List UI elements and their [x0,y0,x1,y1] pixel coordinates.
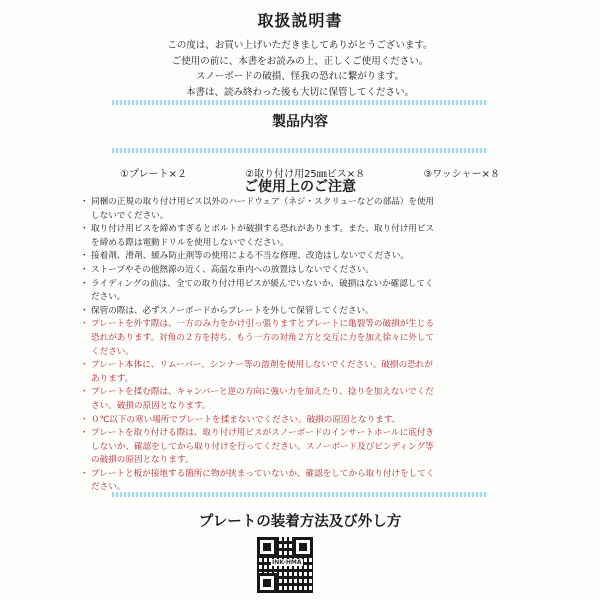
caution-item: ・ 保管の際は、必ずスノーボードからプレートを外して保管してください。 [82,305,502,319]
document-title: 取扱説明書 [257,11,343,30]
divider-stripe [112,492,488,497]
caution-item: ・ プレートを取り付ける際は、取り付け用ビスがスノーボードのインサートホールに底付き しないか、確認をしてから取り付けを行ってください。スノーボード及びビンディング等 の破損の原因となります。 [82,427,502,468]
caution-item: ・ プレート本体に、リムーバー、シンナー等の溶剤を使用しないでください。破損の恐れが あります。 [82,359,502,386]
contents-title: 製品内容 [272,114,328,130]
caution-list [82,196,502,495]
caution-item: ・ 取り付け用ビスを締めすぎるとボルトが破損する恐れがあります。また、取り付け用ビス を締める際は電動ドリルを使用しないでください。 [82,223,502,250]
caution-item: ・ プレートを外す際は、一方のみ力をかけ引っ張りますとプレートに亀裂等の破損が生じる 恐れがあります。対角の２方を持ち、もう一方の対角２方と交互に力を加え徐々に外して ください。 [82,318,502,359]
caution-item: ・ プレートと板が接地する箇所に物が挟まっていないか、確認をしてから取り付けをしてく ださい。 [82,468,502,495]
contents-item-screw: ②取り付け用25㎜ビス×８ [245,169,366,180]
caution-item: ・ ライディングの前は、全ての取り付け用ビスが緩んでいないか、破損はないか確認してく ださい。 [82,278,502,305]
caution-item: ・ ０℃以下の寒い場所でプレートを揉まないでください。破損の原因となります。 [82,414,502,428]
caution-item: ・ プレートを揉む際は、キャンバーと逆の方向に強い力を加えたり、捻りを加えないでくだ さい。破損の原因となります。 [82,386,502,413]
intro-text: この度は、お買い上げいただきましてありがとうございます。 ご使用の前に、本書をお読みの上、正しくご使用ください。 スノーボードの破損、怪我の恐れに繋がります。 本書は、読み終わった後も大切に保管してください。 [167,40,433,98]
contents-item-washer: ③ワッシャー×８ [423,169,500,180]
qr-corner [257,573,277,593]
caution-item: ・ 接着剤、滑剤、緩み防止剤等の使用による不当な修理、改造はしないでください。 [82,250,502,264]
qr-corner [257,537,277,557]
caution-item: ・ 同梱の正規の取り付け用ビス以外のハードウェア（ネジ・スクリューなどの部品）を使用 しないでください。 [82,196,502,223]
caution-item: ・ ストーブやその他熱源の近く、高温な車内への放置はしないでください。 [82,264,502,278]
qr-corner [293,537,313,557]
divider-stripe [112,148,488,153]
qr-code[interactable] [257,537,313,593]
divider-stripe [112,100,488,105]
caution-title: ご使用上のご注意 [244,179,356,195]
install-title: プレートの装着方法及び外し方 [198,514,402,530]
contents-item-plate: ①プレート×２ [120,169,187,180]
qr-label: INK-HMA [272,559,302,566]
